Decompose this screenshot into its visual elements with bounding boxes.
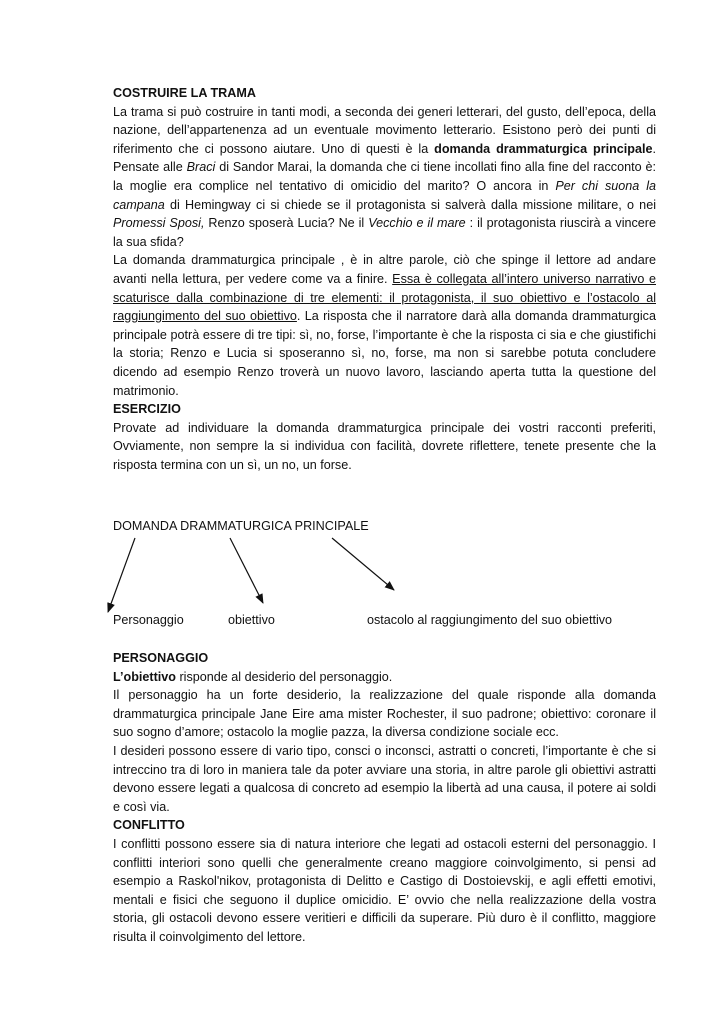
- arrow-to-obiettivo: [230, 538, 263, 603]
- trama-paragraph-2: La domanda drammaturgica principale , è in altre parole, ciò che spinge il lettore ad andare avanti nella lettura, per vedere come va a finire. Essa è collegata all’intero universo narrativo e scaturisce dalla combinazione di tre elementi: il protagonista, il suo obiettivo e l’ostacolo al raggiungimento del suo obiettivo. La risposta che il narratore darà alla domanda drammaturgica principale potrà essere di tre tipi: sì, no, forse, l’importante è che la risposta ci sia e che giustifichi la storia; Renzo e Lucia si sposeranno sì, no, forse, ma non si sarebbe potuta concludere dicendo ad esempio Renzo troverà un nuovo lavoro, lasciando aperta tutta la questione del matrimonio.: [113, 253, 656, 398]
- trama-heading: COSTRUIRE LA TRAMA: [113, 86, 256, 100]
- esercizio-paragraph: Provate ad individuare la domanda drammaturgica principale dei vostri racconti preferiti, Ovviamente, non sempre la si individua con facilità, dovrete riflettere, tenete presente che la risposta termina con un sì, un no, un forse.: [113, 420, 656, 472]
- obiettivo-line: L’obiettivo risponde al desiderio del personaggio.: [113, 669, 393, 684]
- personaggio-paragraph-1: Il personaggio ha un forte desiderio, la realizzazione del quale risponde alla domanda drammaturgica principale Jane Eire ama mister Rochester, il suo padrone; obiettivo: coronare il suo sogno d’amore; ostacolo la moglie pazza, la diversa condizione sociale ecc.: [113, 688, 656, 740]
- trama-paragraph-1: La trama si può costruire in tanti modi, a seconda dei generi letterari, del gusto, dell’epoca, della nazione, dell’appartenenza ad un eventuale movimento letterario. Esistono però dei punti di riferimento che ci possono aiutare. Uno di questi è la domanda drammaturgica principale. Pensate alle Braci di Sandor Marai, la domanda che ci tiene incollati fino alla fine del racconto è: la moglie era complice nel tentativo di omicidio del marito? O ancora in Per chi suona la campana di Hemingway ci si chiede se il protagonista si salverà dalla missione militare, o nei Promessi Sposi, Renzo sposerà Lucia? Ne il Vecchio e il mare : il protagonista riuscirà a vincere la sua sfida?: [113, 104, 656, 249]
- diagram-label-personaggio: Personaggio: [113, 613, 184, 627]
- personaggio-section: [113, 649, 656, 947]
- book-title: Per chi suona la campana: [113, 178, 656, 212]
- diagram-label-obiettivo: obiettivo: [228, 613, 275, 627]
- conflitto-heading: CONFLITTO: [113, 818, 185, 833]
- diagram-label-ostacolo: ostacolo al raggiungimento del suo obiettivo: [367, 613, 613, 627]
- underlined-statement: Essa è collegata all’intero universo narrativo e scaturisce dalla combinazione di tre elementi: il protagonista, il suo obiettivo e l’ostacolo al raggiungimento del suo obiettivo: [113, 271, 656, 324]
- esercizio-heading: ESERCIZIO: [113, 402, 181, 417]
- arrow-to-personaggio: [108, 538, 135, 612]
- personaggio-paragraph-2: I desideri possono essere di vario tipo, consci o inconsci, astratti o concreti, l’importante è che si intreccino tra di loro in maniera tale da poter avviare una storia, in altre parole gli obiettivi astratti devono essere legati a qualcosa di concreto ad esempio la libertà ad una causa, il potere ai soldi e così via.: [113, 743, 656, 814]
- diagram-root-label: DOMANDA DRAMMATURGICA PRINCIPALE: [113, 519, 369, 533]
- key-term: domanda drammaturgica principale: [434, 141, 653, 156]
- book-title: Vecchio e il mare: [368, 216, 466, 231]
- personaggio-heading: PERSONAGGIO: [113, 651, 209, 665]
- arrow-to-ostacolo: [332, 538, 394, 590]
- book-title: Braci: [186, 160, 216, 175]
- book-title: Promessi Sposi,: [113, 216, 205, 231]
- conflitto-paragraph: I conflitti possono essere sia di natura interiore che legati ad ostacoli esterni del personaggio. I conflitti interiori sono quelli che generalmente creano maggiore coinvolgimento, si pensi ad esempio a Raskol'nikov, protagonista di Delitto e Castigo di Dostoievskij, e agli effetti emotivi, mentali e fisici che seguono il duplice omicidio. E’ ovvio che nella realizzazione della vostra storia, gli ostacoli devono essere veritieri e difficili da superare. Più duro è il conflitto, maggiore risulta il coinvolgimento del lettore.: [113, 836, 656, 944]
